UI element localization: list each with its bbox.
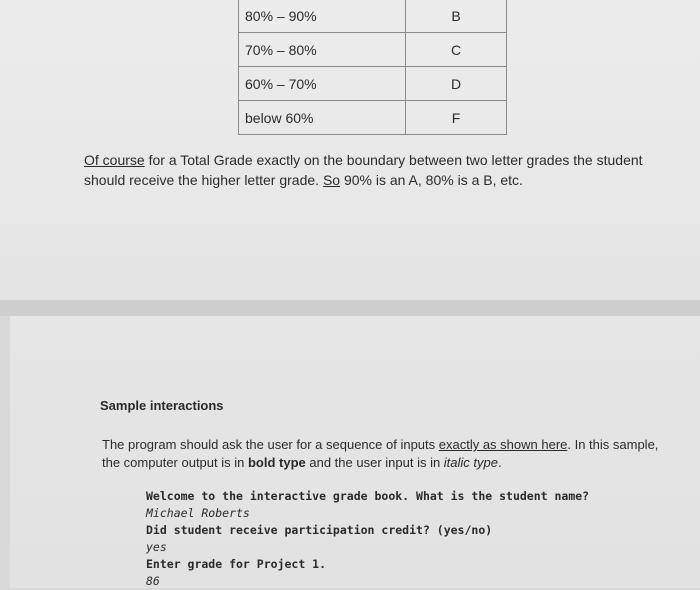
grade-range-cell: below 60%: [239, 101, 406, 135]
sample-intro-paragraph: [102, 436, 662, 472]
letter-grade-cell: B: [406, 0, 507, 33]
intro-text: . In this sample, the computer output is in: [102, 437, 659, 470]
letter-grade-cell: D: [406, 67, 507, 101]
boundary-example-text: 90% is an A, 80% is a B, etc.: [340, 172, 523, 188]
table-row: [239, 33, 507, 67]
intro-text: .: [498, 455, 502, 470]
intro-text: and the user input is in: [305, 455, 444, 470]
bold-type-text: bold type: [247, 455, 306, 470]
computer-output-line: Enter grade for Project 1.: [146, 557, 327, 571]
table-row: [239, 67, 507, 101]
italic-type-text: italic type: [443, 455, 498, 470]
grade-table: [238, 0, 507, 135]
boundary-note-paragraph: [84, 150, 664, 190]
letter-grade-cell: C: [406, 33, 507, 67]
table-row: [239, 0, 507, 33]
sample-transcript: [146, 488, 589, 590]
letter-grade-cell: F: [406, 101, 507, 135]
user-input-line: Michael Roberts: [146, 506, 250, 520]
computer-output-line: Welcome to the interactive grade book. What is the student name?: [146, 489, 590, 503]
exactly-as-shown-text: exactly as shown here: [438, 437, 568, 452]
grade-range-cell: 70% – 80%: [239, 33, 406, 67]
page-separator: [0, 300, 700, 316]
so-text: So: [322, 172, 341, 188]
user-input-line: yes: [146, 540, 167, 554]
grade-range-cell: 80% – 90%: [239, 0, 406, 33]
intro-text: The program should ask the user for a sequence of inputs: [102, 437, 439, 452]
computer-output-line: Did student receive participation credit? (yes/no): [146, 523, 493, 537]
boundary-note-text: for a Total Grade exactly on the boundary between two letter grades the student should receive the higher letter grade.: [84, 152, 643, 188]
of-course-text: Of course: [84, 152, 145, 168]
table-row: [239, 101, 507, 135]
user-input-line: 86: [146, 574, 160, 588]
section-heading: Sample interactions: [100, 398, 224, 413]
grade-range-cell: 60% – 70%: [239, 67, 406, 101]
